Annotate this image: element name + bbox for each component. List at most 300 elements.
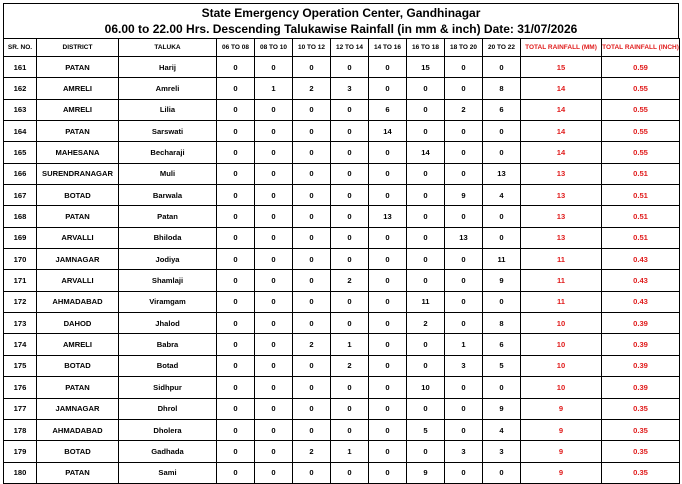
table-cell: 0 xyxy=(369,291,407,312)
table-cell: 0 xyxy=(369,398,407,419)
table-cell: 171 xyxy=(4,270,37,291)
table-cell: 6 xyxy=(369,99,407,120)
table-cell: 0 xyxy=(255,57,293,78)
table-cell: 0 xyxy=(445,57,483,78)
table-header-row xyxy=(4,39,680,57)
table-cell: 178 xyxy=(4,419,37,440)
table-cell: 9 xyxy=(521,398,602,419)
table-cell: PATAN xyxy=(37,377,119,398)
table-cell: PATAN xyxy=(37,206,119,227)
table-cell: 0 xyxy=(407,249,445,270)
table-cell: Sarswati xyxy=(119,121,217,142)
table-cell: 0 xyxy=(445,206,483,227)
table-cell: 0 xyxy=(483,291,521,312)
table-cell: 9 xyxy=(521,441,602,462)
table-cell: Harij xyxy=(119,57,217,78)
column-header: 18 TO 20 xyxy=(445,39,483,57)
table-cell: 0.39 xyxy=(602,334,680,355)
table-cell: 0.51 xyxy=(602,227,680,248)
table-cell: 0 xyxy=(331,142,369,163)
table-cell: 0 xyxy=(255,462,293,483)
table-row xyxy=(4,377,680,398)
table-cell: DAHOD xyxy=(37,313,119,334)
table-cell: 0 xyxy=(407,441,445,462)
table-cell: 0 xyxy=(217,355,255,376)
table-cell: Shamlaji xyxy=(119,270,217,291)
table-row xyxy=(4,291,680,312)
table-cell: 0 xyxy=(483,57,521,78)
table-cell: AMRELI xyxy=(37,78,119,99)
table-cell: 0 xyxy=(407,398,445,419)
table-cell: 0 xyxy=(445,462,483,483)
table-cell: 0 xyxy=(369,57,407,78)
table-cell: 0 xyxy=(217,249,255,270)
table-cell: AMRELI xyxy=(37,99,119,120)
table-cell: 0 xyxy=(331,121,369,142)
table-cell: 14 xyxy=(521,142,602,163)
table-cell: Sidhpur xyxy=(119,377,217,398)
table-cell: ARVALLI xyxy=(37,270,119,291)
table-cell: 0 xyxy=(483,142,521,163)
table-cell: 0 xyxy=(483,227,521,248)
table-row xyxy=(4,163,680,184)
table-cell: 9 xyxy=(483,398,521,419)
table-cell: 0 xyxy=(255,206,293,227)
table-cell: 11 xyxy=(407,291,445,312)
table-cell: 0 xyxy=(217,227,255,248)
table-cell: Dholera xyxy=(119,419,217,440)
table-cell: PATAN xyxy=(37,462,119,483)
table-cell: 0 xyxy=(407,206,445,227)
table-cell: 0 xyxy=(369,462,407,483)
table-cell: 0.35 xyxy=(602,462,680,483)
table-cell: 0.35 xyxy=(602,441,680,462)
table-cell: 0 xyxy=(293,227,331,248)
table-cell: 13 xyxy=(445,227,483,248)
table-cell: 0 xyxy=(369,313,407,334)
table-cell: Lilia xyxy=(119,99,217,120)
table-cell: 0 xyxy=(217,441,255,462)
table-cell: 0 xyxy=(445,249,483,270)
table-cell: 0.55 xyxy=(602,78,680,99)
column-header: SR. NO. xyxy=(4,39,37,57)
table-cell: JAMNAGAR xyxy=(37,398,119,419)
table-row xyxy=(4,249,680,270)
table-cell: 6 xyxy=(483,334,521,355)
table-cell: 0 xyxy=(293,249,331,270)
table-cell: 0 xyxy=(331,206,369,227)
table-cell: 2 xyxy=(331,270,369,291)
table-cell: 0 xyxy=(445,163,483,184)
table-cell: 3 xyxy=(331,78,369,99)
table-cell: 13 xyxy=(483,163,521,184)
table-cell: 11 xyxy=(521,270,602,291)
table-cell: 0 xyxy=(445,142,483,163)
table-cell: 2 xyxy=(407,313,445,334)
table-cell: 10 xyxy=(521,313,602,334)
table-cell: 0 xyxy=(445,78,483,99)
table-cell: 0 xyxy=(369,185,407,206)
table-cell: 0 xyxy=(293,185,331,206)
table-row xyxy=(4,355,680,376)
table-cell: 3 xyxy=(445,355,483,376)
table-cell: Amreli xyxy=(119,78,217,99)
table-cell: 0 xyxy=(369,142,407,163)
table-cell: 0 xyxy=(217,121,255,142)
table-cell: Sami xyxy=(119,462,217,483)
column-header: DISTRICT xyxy=(37,39,119,57)
table-cell: 0 xyxy=(331,291,369,312)
table-cell: 162 xyxy=(4,78,37,99)
table-cell: 168 xyxy=(4,206,37,227)
column-header: 20 TO 22 xyxy=(483,39,521,57)
table-cell: 0 xyxy=(255,249,293,270)
table-cell: 0 xyxy=(369,419,407,440)
table-cell: 10 xyxy=(521,377,602,398)
table-cell: 166 xyxy=(4,163,37,184)
table-cell: 0.39 xyxy=(602,377,680,398)
table-cell: 0 xyxy=(369,377,407,398)
column-header: 12 TO 14 xyxy=(331,39,369,57)
table-cell: 13 xyxy=(521,163,602,184)
table-cell: 0 xyxy=(445,398,483,419)
table-cell: 0 xyxy=(293,142,331,163)
table-cell: 8 xyxy=(483,78,521,99)
table-cell: 11 xyxy=(521,291,602,312)
table-cell: 0 xyxy=(293,57,331,78)
table-cell: 5 xyxy=(483,355,521,376)
table-row xyxy=(4,441,680,462)
table-cell: 0 xyxy=(369,249,407,270)
table-cell: 13 xyxy=(521,227,602,248)
table-cell: 0 xyxy=(217,462,255,483)
table-cell: 9 xyxy=(445,185,483,206)
table-cell: 173 xyxy=(4,313,37,334)
table-cell: 14 xyxy=(521,99,602,120)
table-cell: 0 xyxy=(217,57,255,78)
table-cell: 0 xyxy=(255,163,293,184)
column-header: 08 TO 10 xyxy=(255,39,293,57)
table-cell: 9 xyxy=(521,462,602,483)
table-cell: 0.59 xyxy=(602,57,680,78)
table-cell: AHMADABAD xyxy=(37,419,119,440)
table-cell: 0 xyxy=(217,78,255,99)
table-cell: 174 xyxy=(4,334,37,355)
table-cell: 0 xyxy=(255,227,293,248)
table-cell: 165 xyxy=(4,142,37,163)
table-cell: 5 xyxy=(407,419,445,440)
table-cell: 0 xyxy=(331,313,369,334)
table-cell: 163 xyxy=(4,99,37,120)
table-cell: 0 xyxy=(217,142,255,163)
table-cell: 0 xyxy=(293,398,331,419)
table-cell: 0 xyxy=(293,462,331,483)
table-cell: 0 xyxy=(407,270,445,291)
table-row xyxy=(4,99,680,120)
table-cell: 0 xyxy=(255,398,293,419)
table-cell: 0 xyxy=(407,355,445,376)
table-cell: 4 xyxy=(483,419,521,440)
table-cell: 0 xyxy=(445,313,483,334)
table-cell: 0 xyxy=(217,99,255,120)
table-cell: 0.39 xyxy=(602,355,680,376)
table-cell: 2 xyxy=(293,334,331,355)
table-cell: 0 xyxy=(217,313,255,334)
table-cell: 0 xyxy=(407,334,445,355)
table-cell: 0 xyxy=(217,291,255,312)
table-row xyxy=(4,78,680,99)
table-cell: 0 xyxy=(407,227,445,248)
table-cell: 161 xyxy=(4,57,37,78)
column-header: 06 TO 08 xyxy=(217,39,255,57)
table-cell: 0 xyxy=(293,121,331,142)
table-cell: 0 xyxy=(369,163,407,184)
table-cell: 0.55 xyxy=(602,142,680,163)
table-cell: 3 xyxy=(483,441,521,462)
table-cell: 0.39 xyxy=(602,313,680,334)
table-cell: 0 xyxy=(407,78,445,99)
table-cell: 0 xyxy=(407,99,445,120)
table-cell: 0 xyxy=(445,419,483,440)
table-row xyxy=(4,270,680,291)
table-cell: 0 xyxy=(331,227,369,248)
table-cell: 0 xyxy=(369,78,407,99)
table-cell: 14 xyxy=(407,142,445,163)
table-cell: BOTAD xyxy=(37,185,119,206)
table-row xyxy=(4,227,680,248)
table-cell: 0.51 xyxy=(602,206,680,227)
table-cell: Gadhada xyxy=(119,441,217,462)
table-cell: 0 xyxy=(293,163,331,184)
table-cell: 0 xyxy=(445,377,483,398)
table-cell: 164 xyxy=(4,121,37,142)
column-header: 10 TO 12 xyxy=(293,39,331,57)
table-cell: Becharaji xyxy=(119,142,217,163)
table-cell: 0 xyxy=(293,355,331,376)
table-cell: 0 xyxy=(407,121,445,142)
table-cell: 0 xyxy=(331,398,369,419)
table-cell: 0 xyxy=(293,377,331,398)
table-cell: 0 xyxy=(255,185,293,206)
table-cell: 0 xyxy=(255,142,293,163)
table-cell: AMRELI xyxy=(37,334,119,355)
table-cell: 0.51 xyxy=(602,185,680,206)
table-cell: Bhiloda xyxy=(119,227,217,248)
table-cell: 1 xyxy=(331,334,369,355)
table-cell: 0 xyxy=(407,185,445,206)
table-cell: 169 xyxy=(4,227,37,248)
table-cell: 0 xyxy=(255,419,293,440)
table-cell: 3 xyxy=(445,441,483,462)
table-cell: 0 xyxy=(217,377,255,398)
table-cell: 0 xyxy=(331,249,369,270)
table-row xyxy=(4,185,680,206)
table-cell: 0 xyxy=(369,227,407,248)
table-cell: 15 xyxy=(521,57,602,78)
table-cell: 4 xyxy=(483,185,521,206)
table-cell: 0 xyxy=(445,270,483,291)
table-cell: 167 xyxy=(4,185,37,206)
column-header: TOTAL RAINFALL (MM) xyxy=(521,39,602,57)
table-cell: 13 xyxy=(521,185,602,206)
column-header: 14 TO 16 xyxy=(369,39,407,57)
table-cell: 0 xyxy=(293,313,331,334)
column-header: TALUKA xyxy=(119,39,217,57)
table-cell: 175 xyxy=(4,355,37,376)
table-cell: Jhalod xyxy=(119,313,217,334)
table-cell: 0.43 xyxy=(602,249,680,270)
table-cell: 0.55 xyxy=(602,121,680,142)
table-cell: PATAN xyxy=(37,121,119,142)
table-cell: 0 xyxy=(369,355,407,376)
table-row xyxy=(4,419,680,440)
table-cell: 0 xyxy=(293,270,331,291)
table-row xyxy=(4,398,680,419)
table-cell: 176 xyxy=(4,377,37,398)
table-cell: 0 xyxy=(255,441,293,462)
table-cell: 0 xyxy=(483,462,521,483)
table-cell: Jodiya xyxy=(119,249,217,270)
table-cell: 0 xyxy=(255,99,293,120)
table-cell: 0 xyxy=(331,185,369,206)
table-cell: 0 xyxy=(369,270,407,291)
table-cell: AHMADABAD xyxy=(37,291,119,312)
table-cell: Viramgam xyxy=(119,291,217,312)
table-cell: 11 xyxy=(521,249,602,270)
table-row xyxy=(4,313,680,334)
report-title-block xyxy=(3,3,679,38)
table-row xyxy=(4,142,680,163)
table-cell: PATAN xyxy=(37,57,119,78)
table-cell: 0 xyxy=(255,270,293,291)
table-cell: 0 xyxy=(217,334,255,355)
table-cell: 1 xyxy=(331,441,369,462)
table-cell: 0 xyxy=(293,99,331,120)
table-cell: JAMNAGAR xyxy=(37,249,119,270)
table-cell: 14 xyxy=(521,78,602,99)
table-cell: 0 xyxy=(407,163,445,184)
report-title: State Emergency Operation Center, Gandhinagar xyxy=(201,6,481,20)
table-cell: 0 xyxy=(369,441,407,462)
table-cell: 0 xyxy=(483,377,521,398)
table-cell: 0 xyxy=(331,462,369,483)
table-cell: 9 xyxy=(407,462,445,483)
table-cell: ARVALLI xyxy=(37,227,119,248)
table-cell: BOTAD xyxy=(37,355,119,376)
table-cell: 0 xyxy=(293,419,331,440)
table-row xyxy=(4,334,680,355)
table-cell: 10 xyxy=(407,377,445,398)
table-cell: 0 xyxy=(331,99,369,120)
table-cell: 10 xyxy=(521,334,602,355)
table-cell: 0 xyxy=(369,334,407,355)
table-cell: Patan xyxy=(119,206,217,227)
table-cell: 6 xyxy=(483,99,521,120)
table-cell: 172 xyxy=(4,291,37,312)
table-cell: 0 xyxy=(217,419,255,440)
table-body xyxy=(4,57,680,484)
column-header: TOTAL RAINFALL (INCH) xyxy=(602,39,680,57)
table-cell: 1 xyxy=(445,334,483,355)
table-cell: 9 xyxy=(521,419,602,440)
table-row xyxy=(4,121,680,142)
table-cell: 14 xyxy=(369,121,407,142)
table-cell: 0 xyxy=(445,121,483,142)
table-cell: 0 xyxy=(331,163,369,184)
table-cell: 177 xyxy=(4,398,37,419)
table-cell: 13 xyxy=(369,206,407,227)
table-cell: 0 xyxy=(331,419,369,440)
table-cell: Botad xyxy=(119,355,217,376)
table-cell: 0 xyxy=(331,57,369,78)
table-cell: Dhrol xyxy=(119,398,217,419)
table-cell: 0.43 xyxy=(602,270,680,291)
table-cell: BOTAD xyxy=(37,441,119,462)
table-cell: Muli xyxy=(119,163,217,184)
table-cell: 15 xyxy=(407,57,445,78)
table-cell: 0.51 xyxy=(602,163,680,184)
table-cell: 2 xyxy=(331,355,369,376)
table-cell: MAHESANA xyxy=(37,142,119,163)
table-cell: 0 xyxy=(255,377,293,398)
rainfall-report xyxy=(3,3,679,484)
column-header: 16 TO 18 xyxy=(407,39,445,57)
table-cell: 0 xyxy=(331,377,369,398)
table-cell: 13 xyxy=(521,206,602,227)
table-cell: 11 xyxy=(483,249,521,270)
table-cell: 0 xyxy=(293,291,331,312)
table-cell: 0 xyxy=(217,206,255,227)
table-cell: 0 xyxy=(255,291,293,312)
table-row xyxy=(4,462,680,483)
table-cell: 0 xyxy=(255,313,293,334)
table-cell: 14 xyxy=(521,121,602,142)
table-cell: SURENDRANAGAR xyxy=(37,163,119,184)
table-cell: 0 xyxy=(217,185,255,206)
table-cell: 0 xyxy=(483,121,521,142)
table-cell: 1 xyxy=(255,78,293,99)
table-cell: 0 xyxy=(255,355,293,376)
table-cell: 0 xyxy=(217,398,255,419)
rainfall-table xyxy=(3,38,680,484)
table-cell: 0.35 xyxy=(602,419,680,440)
table-row xyxy=(4,206,680,227)
report-subtitle: 06.00 to 22.00 Hrs. Descending Talukawise Rainfall (in mm & inch) Date: 31/07/2026 xyxy=(104,22,578,36)
table-row xyxy=(4,57,680,78)
table-cell: 0 xyxy=(483,206,521,227)
table-cell: 0 xyxy=(293,206,331,227)
table-cell: 2 xyxy=(293,441,331,462)
table-cell: 10 xyxy=(521,355,602,376)
table-cell: 0 xyxy=(255,121,293,142)
table-cell: Barwala xyxy=(119,185,217,206)
table-cell: 9 xyxy=(483,270,521,291)
table-cell: 2 xyxy=(445,99,483,120)
table-cell: 0.55 xyxy=(602,99,680,120)
table-cell: 0 xyxy=(217,270,255,291)
table-cell: 180 xyxy=(4,462,37,483)
table-cell: 8 xyxy=(483,313,521,334)
table-cell: Babra xyxy=(119,334,217,355)
table-cell: 0 xyxy=(445,291,483,312)
table-cell: 0.43 xyxy=(602,291,680,312)
table-cell: 179 xyxy=(4,441,37,462)
table-cell: 2 xyxy=(293,78,331,99)
table-cell: 0.35 xyxy=(602,398,680,419)
table-cell: 0 xyxy=(255,334,293,355)
table-cell: 0 xyxy=(217,163,255,184)
table-cell: 170 xyxy=(4,249,37,270)
